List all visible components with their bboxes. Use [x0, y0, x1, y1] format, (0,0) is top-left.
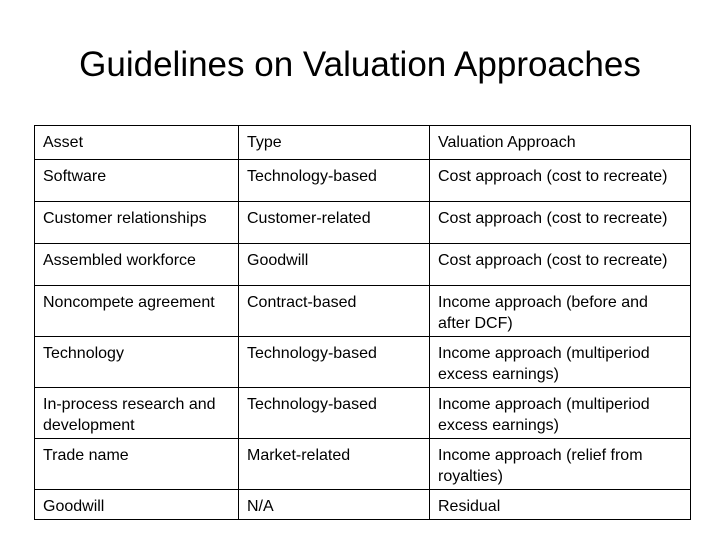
approach-cell: Income approach (multiperiod excess earnings) [430, 388, 691, 439]
valuation-table [34, 125, 691, 520]
header-valuation-approach: Valuation Approach [430, 126, 691, 160]
table-row [35, 160, 691, 202]
asset-cell: Noncompete agreement [35, 286, 239, 337]
table-row [35, 388, 691, 439]
asset-cell: In-process research and development [35, 388, 239, 439]
table-row [35, 337, 691, 388]
approach-cell: Cost approach (cost to recreate) [430, 202, 691, 244]
table-row [35, 490, 691, 520]
approach-cell: Residual [430, 490, 691, 520]
table-row [35, 244, 691, 286]
type-cell: Customer-related [239, 202, 430, 244]
asset-cell: Technology [35, 337, 239, 388]
type-cell: Technology-based [239, 337, 430, 388]
asset-cell: Customer relationships [35, 202, 239, 244]
table-row [35, 286, 691, 337]
asset-cell: Trade name [35, 439, 239, 490]
table-row [35, 202, 691, 244]
type-cell: Goodwill [239, 244, 430, 286]
header-asset: Asset [35, 126, 239, 160]
approach-cell: Cost approach (cost to recreate) [430, 160, 691, 202]
type-cell: Technology-based [239, 160, 430, 202]
slide-title: Guidelines on Valuation Approaches [79, 45, 641, 84]
type-cell: Market-related [239, 439, 430, 490]
approach-cell: Cost approach (cost to recreate) [430, 244, 691, 286]
approach-cell: Income approach (before and after DCF) [430, 286, 691, 337]
type-cell: Contract-based [239, 286, 430, 337]
asset-cell: Assembled workforce [35, 244, 239, 286]
type-cell: Technology-based [239, 388, 430, 439]
table-row [35, 439, 691, 490]
header-type: Type [239, 126, 430, 160]
type-cell: N/A [239, 490, 430, 520]
table-header-row [35, 126, 691, 160]
asset-cell: Software [35, 160, 239, 202]
approach-cell: Income approach (relief from royalties) [430, 439, 691, 490]
asset-cell: Goodwill [35, 490, 239, 520]
approach-cell: Income approach (multiperiod excess earnings) [430, 337, 691, 388]
